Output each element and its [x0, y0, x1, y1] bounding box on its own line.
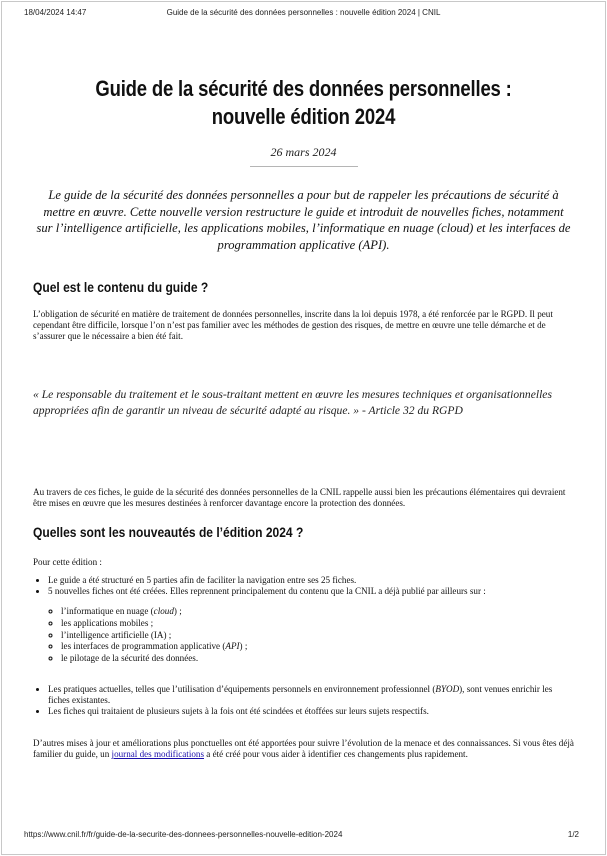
bullet-list-bottom — [33, 684, 574, 718]
list-item-emphasis: cloud — [153, 606, 174, 616]
quote-article-32: « Le responsable du traitement et le sous-traitant mettent en œuvre les mesures techniques et organisationnelles appropriées afin de garantir un niveau de sécurité adapté au risque. » - Article 32 du RGPD — [33, 388, 552, 417]
sub-bullet-list — [47, 606, 574, 665]
list-item-text: les interfaces de programmation applicative ( — [61, 641, 226, 652]
section-heading-nouveautes: Quelles sont les nouveautés de l’édition 2024 ? — [33, 524, 304, 540]
paragraph-obligation: L’obligation de sécurité en matière de traitement de données personnelles, inscrite dans la loi depuis 1978, a été renforcée par le RGPD. Il peut cependant être difficile, lorsque l’on n’est pas familier avec les méthodes de gestion des risques, de mettre en œuvre une telle démarche et de s’assurer que le nécessaire a bien été fait. — [33, 309, 553, 342]
list-item: • 5 nouvelles fiches ont été créées. Elles reprennent principalement du contenu que la CNIL a déjà publié par ailleurs sur : — [48, 586, 574, 597]
list-item: ◦ les applications mobiles ; — [61, 618, 574, 630]
page-title: Guide de la sécurité des données personnelles : nouvelle édition 2024 — [95, 76, 512, 129]
list-item-emphasis: BYOD — [435, 684, 460, 694]
list-item: ◦ le pilotage de la sécurité des données. — [61, 653, 574, 665]
list-item-text: ) ; — [173, 606, 182, 616]
print-tab-title: Guide de la sécurité des données personnelles : nouvelle édition 2024 | CNIL — [166, 8, 441, 17]
list-item — [61, 606, 574, 618]
paragraph-fiches: Au travers de ces fiches, le guide de la sécurité des données personnelles de la CNIL rappelle aussi bien les précautions élémentaires qui devraient être mises en œuvre que les mesures destinées à renforcer davantage encore la protection des données. — [33, 487, 566, 509]
list-item: • Le guide a été structuré en 5 parties afin de faciliter la navigation entre ses 25 fiches. — [48, 575, 574, 586]
print-url: https://www.cnil.fr/fr/guide-de-la-securite-des-donnees-personnelles-nouvelle-edition-2024 — [24, 830, 343, 839]
list-item-text: Les pratiques actuelles, telles que l’utilisation d’équipements personnels en environnement professionnel ( — [48, 684, 436, 694]
publication-date: 26 mars 2024 — [270, 145, 337, 159]
list-item — [61, 641, 574, 653]
page-number: 1/2 — [567, 830, 579, 839]
title-divider — [250, 166, 358, 167]
intro-paragraph: Le guide de la sécurité des données personnelles a pour but de rappeler les précautions de sécurité à mettre en œuvre. Cette nouvelle version restructure le guide et introduit de nouvelles fiches, notamment sur l’intelligence artificielle, les applications mobiles, l’informatique en nuage (cloud) et les interfaces de programmation applicative (API). — [36, 188, 571, 252]
paragraph-final — [33, 738, 574, 760]
list-item-text: l’informatique en nuage ( — [61, 606, 154, 616]
list-item: ◦ l’intelligence artificielle (IA) ; — [61, 630, 574, 642]
changelog-link[interactable]: journal des modifications — [111, 749, 204, 760]
lead-text: Pour cette édition : — [33, 557, 102, 567]
paragraph-text: a été créé pour vous aider à identifier ces changements plus rapidement. — [203, 749, 468, 760]
list-item: • Les fiches qui traitaient de plusieurs sujets à la fois ont été scindées et étoffées sur leurs sujets respectifs. — [48, 706, 574, 717]
list-item-text: ) ; — [239, 641, 248, 652]
list-item-text: ), sont venues enrichir les fiches existantes. — [48, 684, 553, 706]
bullet-list-top — [33, 575, 574, 597]
paragraph-text: D’autres mises à jour et améliorations plus ponctuelles ont été apportées pour suivre l’évolution de la menace et des connaissances. Si vous êtes déjà familier du guide, un — [33, 738, 574, 760]
section-heading-contenu: Quel est le contenu du guide ? — [33, 279, 209, 295]
list-item — [48, 684, 574, 706]
list-item-emphasis: API — [225, 641, 240, 652]
print-datetime: 18/04/2024 14:47 — [24, 8, 87, 17]
